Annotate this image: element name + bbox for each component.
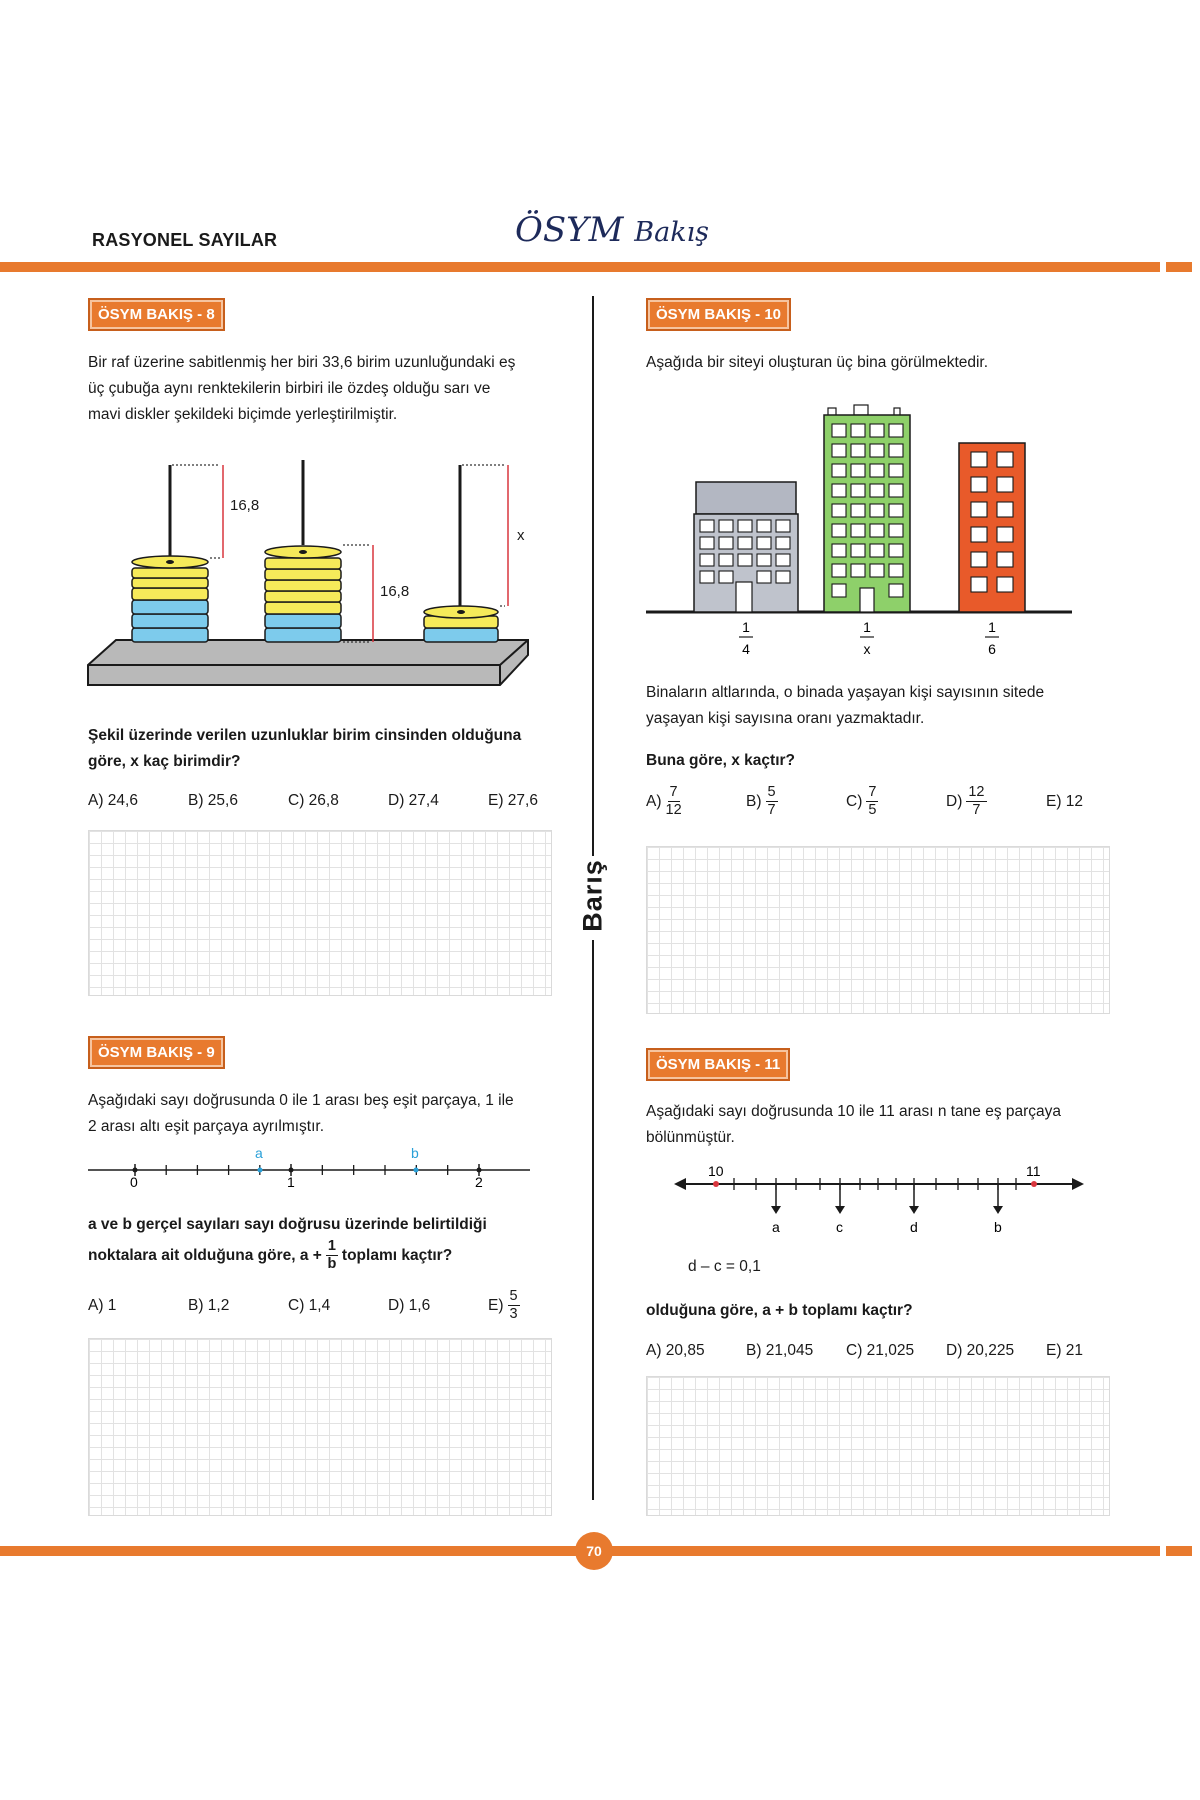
window <box>870 464 884 477</box>
brand-mark: Barış <box>577 859 608 932</box>
window <box>776 571 790 583</box>
choice-d[interactable] <box>946 784 1046 819</box>
question-10-choices <box>646 784 1146 819</box>
window <box>719 554 733 566</box>
fraction-numerator: 5 <box>509 1288 518 1304</box>
question-8-choices <box>88 792 588 810</box>
svg-text:b: b <box>994 1219 1002 1235</box>
window <box>700 571 714 583</box>
choice-b[interactable]: B) 1,2 <box>188 1296 230 1314</box>
fraction-numerator: 7 <box>868 784 877 800</box>
length-label: 16,8 <box>380 583 410 600</box>
text-line: yaşayan kişi sayısına oranı yazmaktadır. <box>646 710 925 727</box>
label-b: b <box>411 1145 419 1161</box>
text-line: 2 arası altı eşit parçaya ayrılmıştır. <box>88 1118 325 1135</box>
length-label: 16,8 <box>230 497 260 514</box>
building-2 <box>824 405 910 612</box>
question-10-text: Aşağıda bir siteyi oluşturan üç bina görülmektedir. <box>646 354 989 371</box>
window <box>757 554 771 566</box>
number-line-q9 <box>84 1142 534 1192</box>
text-line: Aşağıdaki sayı doğrusunda 0 ile 1 arası beş eşit parçaya, 1 ile <box>88 1092 514 1109</box>
ratio-denominator: 6 <box>988 641 996 657</box>
text-line: üç çubuğa aynı renktekilerin birbiri ile özdeş olduğu sarı ve <box>88 380 491 397</box>
svg-text:d: d <box>910 1219 918 1235</box>
window <box>971 577 987 592</box>
ratio-building-2 <box>860 619 874 657</box>
ratio-numerator: 1 <box>988 619 996 635</box>
window <box>889 544 903 557</box>
choice-a[interactable]: A) 20,85 <box>646 1342 705 1359</box>
window <box>757 537 771 549</box>
choice-b[interactable]: B) 25,6 <box>188 792 238 809</box>
fraction-5-over-3 <box>508 1288 520 1323</box>
window <box>997 577 1013 592</box>
question-11-condition: d – c = 0,1 <box>688 1258 761 1275</box>
question-11-prompt: olduğuna göre, a + b toplamı kaçtır? <box>646 1302 913 1319</box>
window <box>997 452 1013 467</box>
choice-a[interactable] <box>646 784 746 819</box>
fraction-denominator: b <box>327 1256 337 1272</box>
window <box>700 520 714 532</box>
window <box>997 527 1013 542</box>
window <box>851 484 865 497</box>
fraction-1-over-b <box>326 1238 338 1273</box>
buildings-figure <box>644 400 1084 670</box>
window <box>719 571 733 583</box>
fraction-numerator: 1 <box>327 1238 336 1254</box>
window <box>851 444 865 457</box>
window <box>832 524 846 537</box>
choice-a[interactable]: A) 1 <box>88 1296 117 1314</box>
pointer-d <box>909 1184 919 1235</box>
pointer-c <box>835 1184 845 1235</box>
choice-b[interactable] <box>746 784 846 819</box>
fraction-denominator: 5 <box>868 802 877 818</box>
choice-c[interactable]: C) 26,8 <box>288 792 339 809</box>
window <box>832 564 846 577</box>
fraction-denominator: 12 <box>665 802 682 818</box>
label-11: 11 <box>1026 1163 1041 1179</box>
window <box>889 584 903 597</box>
window <box>719 537 733 549</box>
window <box>870 424 884 437</box>
disk-stack-1 <box>132 556 208 642</box>
window <box>971 502 987 517</box>
choice-e[interactable]: E) 27,6 <box>488 792 538 809</box>
unknown-label: x <box>517 527 525 544</box>
text-line: Binaların altlarında, o binada yaşayan kişi sayısının sitede <box>646 684 1045 701</box>
choice-label: A) <box>646 792 662 810</box>
shelf <box>88 640 528 685</box>
question-9-prompt <box>88 1212 588 1273</box>
point-10 <box>713 1181 719 1187</box>
window <box>870 524 884 537</box>
ratio-numerator: 1 <box>863 619 871 635</box>
osym-bakis-logo <box>515 210 709 250</box>
choice-c[interactable] <box>846 784 946 819</box>
question-8-scratch-grid <box>88 830 552 996</box>
ratio-numerator: 1 <box>742 619 750 635</box>
text-line: a ve b gerçel sayıları sayı doğrusu üzerinde belirtildiği <box>88 1216 487 1233</box>
choice-e[interactable] <box>488 1288 588 1323</box>
logo-main: ÖSYM <box>515 210 624 250</box>
choice-b[interactable]: B) 21,045 <box>746 1342 814 1359</box>
point-two <box>477 1168 482 1173</box>
point-one <box>289 1168 294 1173</box>
text-line: Aşağıdaki sayı doğrusunda 10 ile 11 arası n tane eş parçaya <box>646 1103 1062 1120</box>
question-9-label: ÖSYM BAKIŞ - 9 <box>88 1036 225 1069</box>
topic-title: RASYONEL SAYILAR <box>92 230 278 250</box>
window <box>851 464 865 477</box>
question-10-scratch-grid <box>646 846 1110 1014</box>
ratio-denominator: x <box>863 641 871 657</box>
window <box>870 504 884 517</box>
window <box>832 504 846 517</box>
text-line: bölünmüştür. <box>646 1129 735 1146</box>
choice-label: C) <box>846 792 863 810</box>
window <box>700 537 714 549</box>
window <box>889 444 903 457</box>
choice-fraction <box>966 784 986 819</box>
window <box>870 444 884 457</box>
svg-text:a: a <box>772 1219 780 1235</box>
text-line <box>88 1238 588 1273</box>
ratio-building-1 <box>739 619 753 657</box>
window <box>757 571 771 583</box>
window <box>832 544 846 557</box>
ratio-denominator: 4 <box>742 641 750 657</box>
window <box>851 564 865 577</box>
fraction-denominator: 3 <box>509 1306 518 1322</box>
window <box>971 552 987 567</box>
window <box>776 537 790 549</box>
window <box>851 524 865 537</box>
window <box>889 504 903 517</box>
window <box>889 464 903 477</box>
question-10-prompt: Buna göre, x kaçtır? <box>646 752 796 769</box>
window <box>851 424 865 437</box>
tick-label-0: 0 <box>130 1174 138 1190</box>
window <box>700 554 714 566</box>
window <box>870 564 884 577</box>
window <box>971 452 987 467</box>
window <box>832 464 846 477</box>
fraction-denominator: 7 <box>767 802 776 818</box>
svg-text:c: c <box>836 1219 843 1235</box>
prompt-part: toplamı kaçtır? <box>341 1246 453 1264</box>
choice-c[interactable]: C) 1,4 <box>288 1296 331 1314</box>
window <box>997 552 1013 567</box>
question-8-label: ÖSYM BAKIŞ - 8 <box>88 298 225 331</box>
window <box>889 484 903 497</box>
fraction-numerator: 12 <box>968 784 985 800</box>
ratio-building-3 <box>985 619 999 657</box>
window <box>870 484 884 497</box>
building-1 <box>694 482 798 612</box>
window <box>757 520 771 532</box>
label-a: a <box>255 1145 263 1161</box>
window <box>997 477 1013 492</box>
fraction-numerator: 7 <box>669 784 678 800</box>
question-11-text <box>646 1099 1146 1151</box>
question-11-label: ÖSYM BAKIŞ - 11 <box>646 1048 790 1081</box>
choice-c[interactable]: C) 21,025 <box>846 1342 915 1359</box>
building-3 <box>959 443 1025 612</box>
window <box>738 554 752 566</box>
choice-e-label: E) <box>488 1296 504 1314</box>
choice-e[interactable]: E) 12 <box>1046 792 1084 810</box>
tick-label-1: 1 <box>287 1174 295 1190</box>
question-8-prompt <box>88 723 588 775</box>
point-b <box>414 1168 419 1173</box>
question-8-text <box>88 350 588 428</box>
window <box>832 444 846 457</box>
point-zero <box>133 1168 138 1173</box>
choice-a[interactable]: A) 24,6 <box>88 792 138 809</box>
choice-d[interactable]: D) 20,225 <box>946 1342 1015 1359</box>
choice-e[interactable]: E) 21 <box>1046 1342 1084 1359</box>
question-10-label: ÖSYM BAKIŞ - 10 <box>646 298 791 331</box>
choice-fraction <box>766 784 778 819</box>
point-11 <box>1031 1181 1037 1187</box>
question-9-text <box>88 1088 588 1140</box>
point-a <box>258 1168 263 1173</box>
choice-label: D) <box>946 792 963 810</box>
pointer-b <box>993 1184 1003 1235</box>
footer-rule-end <box>1166 1546 1192 1556</box>
window <box>997 502 1013 517</box>
page-number: 70 <box>575 1532 613 1570</box>
question-9-scratch-grid <box>88 1338 552 1516</box>
window <box>832 424 846 437</box>
window <box>776 554 790 566</box>
logo-script: Bakış <box>634 217 710 248</box>
question-10-description <box>646 680 1146 732</box>
window <box>971 527 987 542</box>
number-line-q11 <box>674 1160 1084 1240</box>
arrow-left <box>674 1178 686 1190</box>
window <box>738 537 752 549</box>
choice-label: B) <box>746 792 762 810</box>
prompt-part: noktalara ait olduğuna göre, a + <box>88 1246 322 1264</box>
arrow-right <box>1072 1178 1084 1190</box>
window <box>870 544 884 557</box>
window <box>719 520 733 532</box>
pointer-a <box>771 1184 781 1235</box>
window <box>889 424 903 437</box>
disk-stack-2 <box>265 546 341 642</box>
fraction-denominator: 7 <box>972 802 981 818</box>
question-11-scratch-grid <box>646 1376 1110 1516</box>
question-11-choices <box>646 1342 1146 1360</box>
tick-label-2: 2 <box>475 1174 483 1190</box>
column-divider-bottom <box>592 940 594 1500</box>
window <box>738 520 752 532</box>
question-9-choices <box>88 1288 588 1323</box>
text-line: göre, x kaç birimdir? <box>88 753 241 770</box>
header-rule-end <box>1166 262 1192 272</box>
disk-rods-figure <box>80 450 540 700</box>
window <box>889 564 903 577</box>
label-10: 10 <box>708 1163 724 1179</box>
window <box>851 504 865 517</box>
text-line: mavi diskler şekildeki biçimde yerleştirilmiştir. <box>88 406 398 423</box>
window <box>832 584 846 597</box>
disk-stack-3 <box>424 606 498 642</box>
fraction-numerator: 5 <box>767 784 776 800</box>
choice-d[interactable]: D) 1,6 <box>388 1296 431 1314</box>
column-divider-top <box>592 296 594 856</box>
window <box>851 544 865 557</box>
text-line: Bir raf üzerine sabitlenmiş her biri 33,6 birim uzunluğundaki eş <box>88 354 516 371</box>
header-rule <box>0 262 1160 272</box>
choice-d[interactable]: D) 27,4 <box>388 792 439 809</box>
choice-fraction <box>666 784 682 819</box>
choice-fraction <box>866 784 878 819</box>
window <box>889 524 903 537</box>
text-line: Şekil üzerinde verilen uzunluklar birim cinsinden olduğuna <box>88 727 522 744</box>
window <box>832 484 846 497</box>
window <box>776 520 790 532</box>
window <box>971 477 987 492</box>
